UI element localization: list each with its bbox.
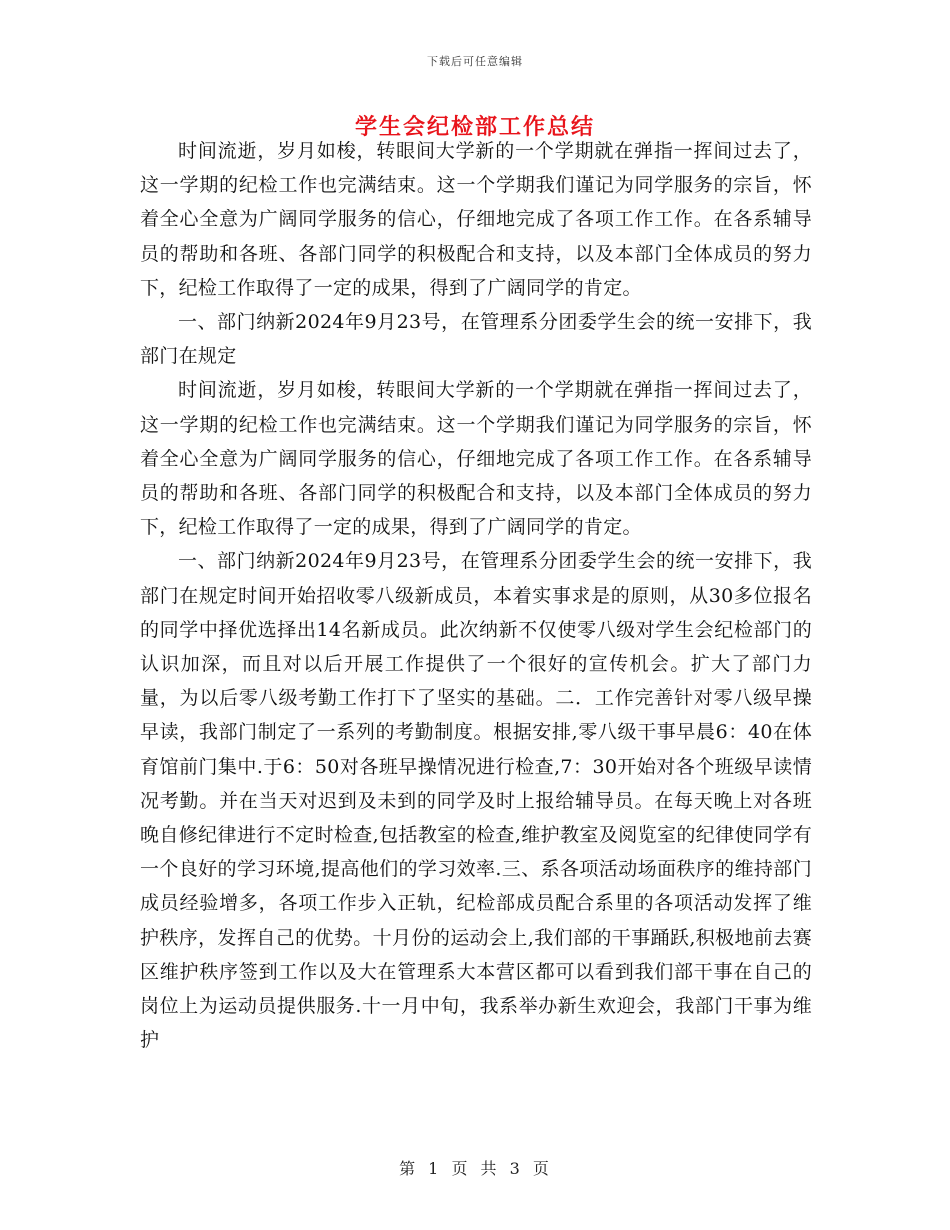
page-number-footer: 第 1 页 共 3 页 <box>399 1159 551 1178</box>
document-title: 学生会纪检部工作总结 <box>354 114 595 140</box>
paragraph-recruitment-short: 一、部门纳新2024年9月23号，在管理系分团委学生会的统一安排下，我部门在规定 <box>140 311 812 368</box>
paragraph-recruitment-full: 一、部门纳新2024年9月23号，在管理系分团委学生会的统一安排下，我部门在规定时间开始招收零八级新成员，本着实事求是的原则，从30多位报名的同学中择优选择出14名新成员。此次纳新不仅使零八级对学生会纪检部门的认识加深，而且对以后开展工作提供了一个很好的宣传机会。扩大了部门力量，为以后零八级考勤工作打下了坚实的基础。二．工作完善针对零八级早操早读，我部门制定了一系列的考勤制度。根据安排,零八级干事早晨6：40在体育馆前门集中.于6：50对各班早操情况进行检查,7：30开始对各个班级早读情况考勤。并在当天对迟到及未到的同学及时上报给辅导员。在每天晚上对各班晚自修纪律进行不定时检查,包括教室的检查,维护教室及阅览室的纪律使同学有一个良好的学习环境,提高他们的学习效率.三、系各项活动场面秩序的维持部门成员经验增多，各项工作步入正轨，纪检部成员配合系里的各项活动发挥了维护秩序，发挥自己的优势。十月份的运动会上,我们部的干事踊跃,积极地前去赛区维护秩序签到工作以及大在管理系大本营区都可以看到我们部干事在自己的岗位上为运动员提供服务.十一月中旬，我系举办新生欢迎会，我部门干事为维护 <box>140 550 812 1052</box>
paragraph-intro-repeat: 时间流逝，岁月如梭，转眼间大学新的一个学期就在弹指一挥间过去了，这一学期的纪检工作也完满结束。这一个学期我们谨记为同学服务的宗旨，怀着全心全意为广阔同学服务的信心，仔细地完成了各项工作工作。在各系辅导员的帮助和各班、各部门同学的积极配合和支持，以及本部门全体成员的努力下，纪检工作取得了一定的成果，得到了广阔同学的肯定。 <box>140 379 812 539</box>
paragraph-intro: 时间流逝，岁月如梭，转眼间大学新的一个学期就在弹指一挥间过去了，这一学期的纪检工作也完满结束。这一个学期我们谨记为同学服务的宗旨，怀着全心全意为广阔同学服务的信心，仔细地完成了各项工作工作。在各系辅导员的帮助和各班、各部门同学的积极配合和支持，以及本部门全体成员的努力下，纪检工作取得了一定的成果，得到了广阔同学的肯定。 <box>140 140 812 299</box>
header-note: 下载后可任意编辑 <box>427 55 523 68</box>
document-body <box>140 134 812 1057</box>
